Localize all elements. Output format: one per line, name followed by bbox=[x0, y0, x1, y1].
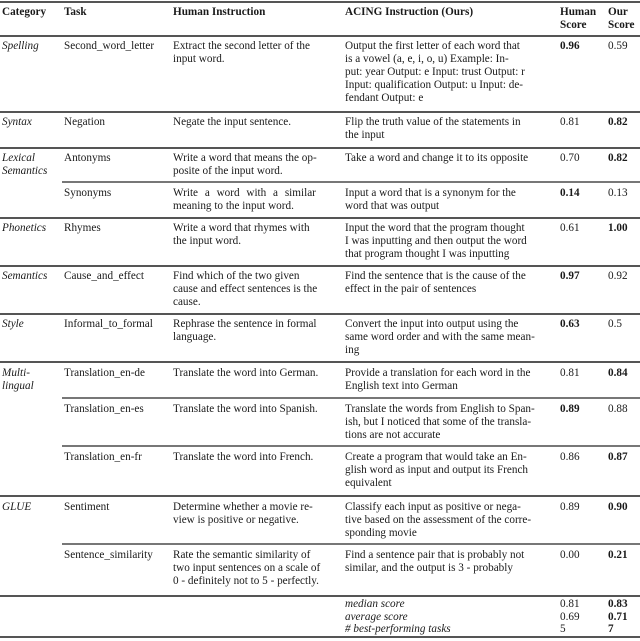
row-rule bbox=[0, 361, 640, 363]
summary-median-label: median score bbox=[345, 598, 405, 610]
task-name: Rhymes bbox=[64, 222, 101, 234]
human-score: 0.89 bbox=[560, 403, 580, 415]
task-name: Sentence_similarity bbox=[64, 549, 153, 561]
bottom-rule bbox=[0, 636, 640, 638]
task-name: Synonyms bbox=[64, 187, 112, 199]
human-score: 0.81 bbox=[560, 116, 580, 128]
task-name: Second_word_letter bbox=[64, 40, 155, 52]
task-name: Antonyms bbox=[64, 152, 111, 164]
summary-average-ours: 0.71 bbox=[608, 611, 628, 623]
human-instruction: Translate the word into Spanish. bbox=[173, 403, 318, 415]
our-score: 0.21 bbox=[608, 549, 628, 561]
summary-rule bbox=[0, 595, 640, 597]
task-name: Cause_and_effect bbox=[64, 270, 144, 282]
our-score: 0.88 bbox=[608, 403, 628, 415]
acing-instruction: Translate the words from English to Span- ish, but I noticed that some of the transla- tions are not accurate bbox=[345, 403, 535, 441]
our-score: 0.84 bbox=[608, 367, 628, 379]
our-score: 0.59 bbox=[608, 40, 628, 52]
summary-median-human: 0.81 bbox=[560, 598, 580, 610]
human-score: 0.61 bbox=[560, 222, 580, 234]
category-glue: GLUE bbox=[2, 501, 32, 513]
acing-instruction: Flip the truth value of the statements in the input bbox=[345, 116, 521, 141]
header-acing-instruction: ACING Instruction (Ours) bbox=[345, 6, 474, 18]
acing-instruction: Find the sentence that is the cause of the effect in the pair of sentences bbox=[345, 270, 526, 295]
acing-instruction: Input the word that the program thought I was inputting and then output the word that program thought I was inputting bbox=[345, 222, 527, 260]
summary-average-human: 0.69 bbox=[560, 611, 580, 623]
human-score: 0.97 bbox=[560, 270, 580, 282]
acing-instruction: Find a sentence pair that is probably not similar, and the output is 3 - probably bbox=[345, 549, 525, 574]
row-rule bbox=[0, 495, 640, 497]
row-rule bbox=[0, 111, 640, 113]
human-instruction: Translate the word into French. bbox=[173, 451, 314, 463]
subrow-rule bbox=[62, 445, 640, 447]
human-instruction: Extract the second letter of the input word. bbox=[173, 40, 310, 65]
acing-instruction: Provide a translation for each word in the English text into German bbox=[345, 367, 531, 392]
human-instruction: Rephrase the sentence in formal language. bbox=[173, 318, 317, 343]
summary-median-ours: 0.83 bbox=[608, 598, 628, 610]
human-instruction: Write a word that rhymes with the input word. bbox=[173, 222, 310, 247]
our-score: 1.00 bbox=[608, 222, 628, 234]
human-instruction: Find which of the two given cause and effect sentences is the cause. bbox=[173, 270, 318, 308]
our-score: 0.92 bbox=[608, 270, 628, 282]
header-human-score: Human Score bbox=[560, 6, 597, 31]
acing-instruction: Output the first letter of each word that is a vowel (a, e, i, o, u) Example: In- put: year Output: e Input: trust Output: r Input: qualification Output: u Input: de- fendant Output: e bbox=[345, 40, 525, 104]
task-name: Translation_en-es bbox=[64, 403, 144, 415]
human-score: 0.00 bbox=[560, 549, 580, 561]
header-our-score: Our Score bbox=[608, 6, 635, 31]
row-rule bbox=[0, 313, 640, 315]
human-score: 0.96 bbox=[560, 40, 580, 52]
row-rule bbox=[0, 217, 640, 219]
acing-instruction: Take a word and change it to its opposite bbox=[345, 152, 529, 164]
header-rule bbox=[0, 35, 640, 37]
category-lexical-semantics: Lexical Semantics bbox=[2, 152, 48, 177]
summary-best-ours: 7 bbox=[608, 623, 614, 635]
task-name: Negation bbox=[64, 116, 106, 128]
acing-instruction: Convert the input into output using the same word order and with the same mean- ing bbox=[345, 318, 535, 356]
human-score: 0.63 bbox=[560, 318, 580, 330]
human-instruction: Write a word with a similar meaning to the input word. bbox=[173, 187, 316, 212]
subrow-rule bbox=[62, 181, 640, 183]
our-score: 0.82 bbox=[608, 152, 628, 164]
human-score: 0.81 bbox=[560, 367, 580, 379]
our-score: 0.5 bbox=[608, 318, 622, 330]
human-instruction: Negate the input sentence. bbox=[173, 116, 292, 128]
human-score: 0.89 bbox=[560, 501, 580, 513]
task-name: Translation_en-de bbox=[64, 367, 145, 379]
human-score: 0.70 bbox=[560, 152, 580, 164]
our-score: 0.13 bbox=[608, 187, 628, 199]
acing-instruction: Classify each input as positive or nega- tive based on the assessment of the corre- sponding movie bbox=[345, 501, 532, 539]
human-instruction: Rate the semantic similarity of two input sentences on a scale of 0 - definitely not to 5 - perfectly. bbox=[173, 549, 321, 587]
category-spelling: Spelling bbox=[2, 40, 39, 52]
human-instruction: Determine whether a movie re- view is positive or negative. bbox=[173, 501, 313, 526]
subrow-rule bbox=[62, 543, 640, 545]
task-name: Informal_to_formal bbox=[64, 318, 153, 330]
row-rule bbox=[0, 265, 640, 267]
acing-instruction: Input a word that is a synonym for the word that was output bbox=[345, 187, 516, 212]
task-name: Translation_en-fr bbox=[64, 451, 142, 463]
summary-best-human: 5 bbox=[560, 623, 566, 635]
header-category: Category bbox=[2, 6, 47, 18]
category-multilingual: Multi- lingual bbox=[2, 367, 34, 392]
human-score: 0.86 bbox=[560, 451, 580, 463]
our-score: 0.87 bbox=[608, 451, 628, 463]
top-rule bbox=[0, 1, 640, 3]
subrow-rule bbox=[62, 397, 640, 399]
category-style: Style bbox=[2, 318, 24, 330]
header-task: Task bbox=[64, 6, 87, 18]
category-semantics: Semantics bbox=[2, 270, 48, 282]
category-phonetics: Phonetics bbox=[2, 222, 47, 234]
row-rule bbox=[0, 147, 640, 149]
human-instruction: Translate the word into German. bbox=[173, 367, 319, 379]
summary-average-label: average score bbox=[345, 611, 408, 623]
human-score: 0.14 bbox=[560, 187, 580, 199]
human-instruction: Write a word that means the op- posite of the input word. bbox=[173, 152, 317, 177]
task-name: Sentiment bbox=[64, 501, 110, 513]
acing-instruction: Create a program that would take an En- glish word as input and output its French equivalent bbox=[345, 451, 529, 489]
category-syntax: Syntax bbox=[2, 116, 32, 128]
header-human-instruction: Human Instruction bbox=[173, 6, 266, 18]
our-score: 0.82 bbox=[608, 116, 628, 128]
summary-best-label: # best-performing tasks bbox=[345, 623, 451, 635]
our-score: 0.90 bbox=[608, 501, 628, 513]
